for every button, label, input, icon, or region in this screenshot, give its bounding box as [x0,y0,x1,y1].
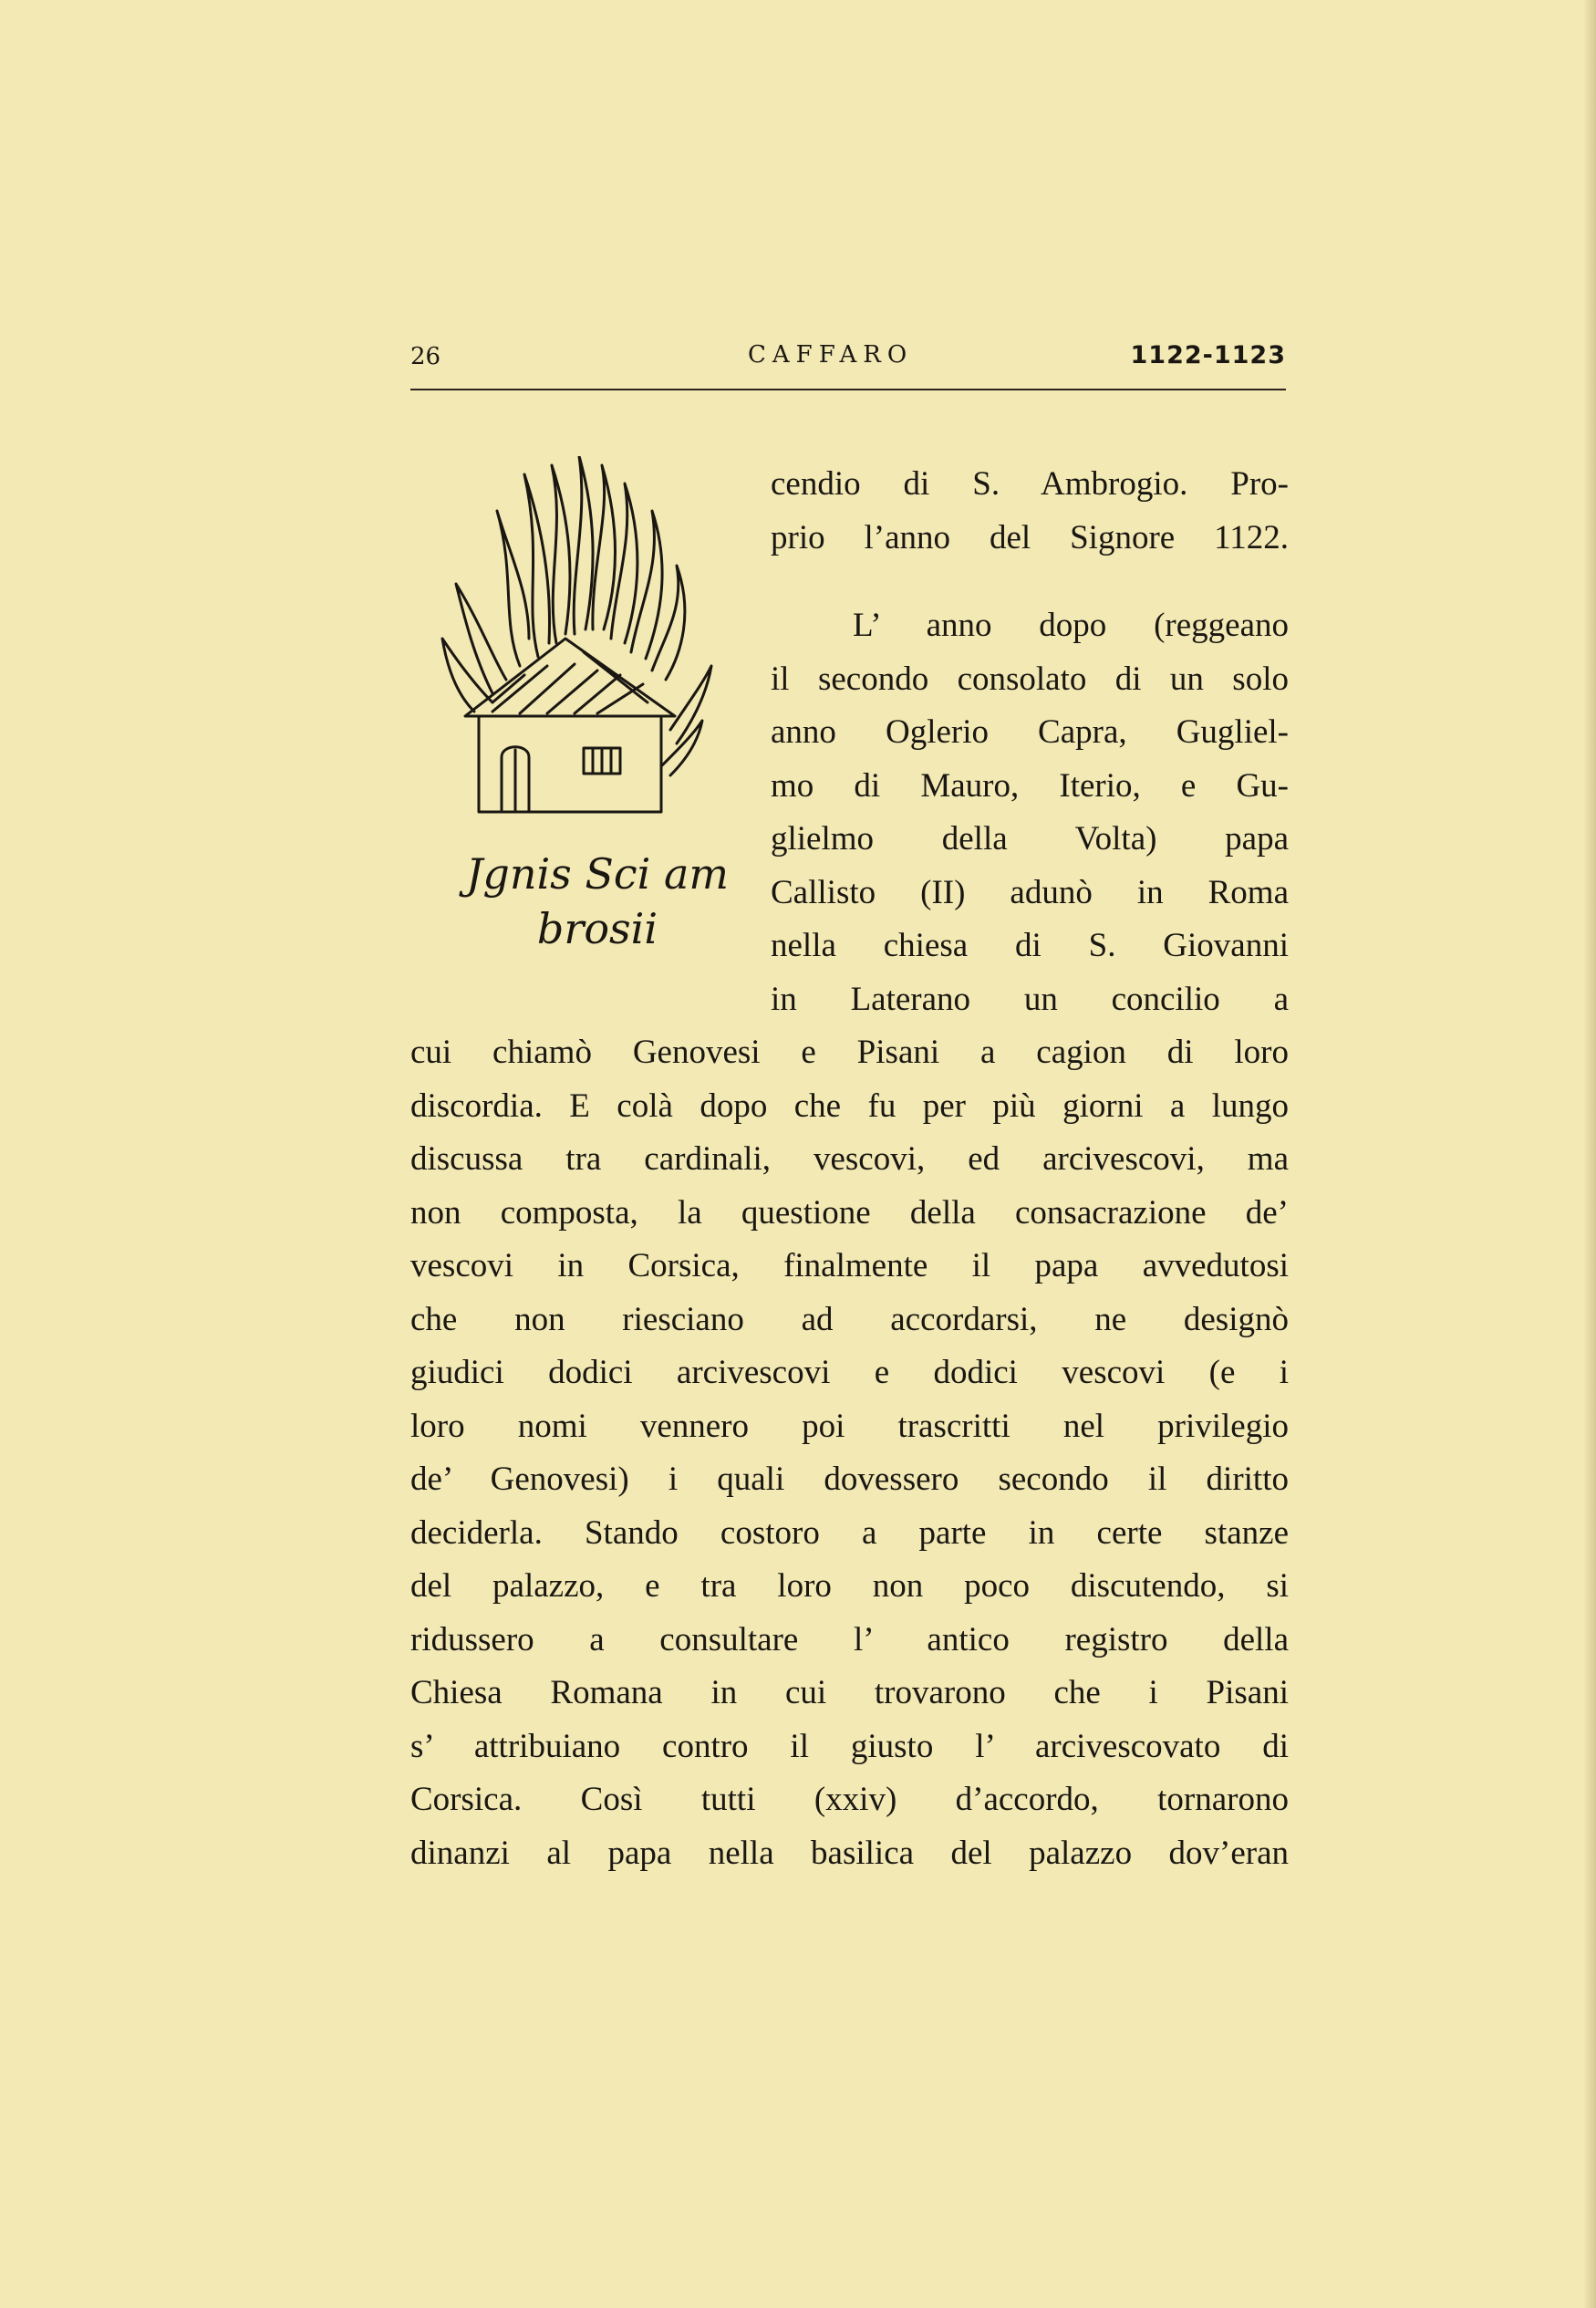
text-line: deciderla. Stando costoro a parte in certe stanze [410,1513,1289,1552]
text-line: mo di Mauro, Iterio, e Gu- [771,766,1289,805]
running-title: CAFFARO [748,341,914,369]
caption-line: Jgnis Sci am [465,849,730,899]
header-rule [410,389,1286,390]
text-line: cendio di S. Ambrogio. Pro- [771,465,1289,503]
page-edge-shadow [1583,0,1596,2308]
text-line: prio l’anno del Signore 1122. [771,518,1289,556]
year-range: 1122-1123 [1130,341,1286,369]
text-line: vescovi in Corsica, finalmente il papa avvedutosi [410,1247,1289,1284]
text-line: discussa tra cardinali, vescovi, ed arcivescovi, ma [410,1140,1289,1178]
page-number: 26 [410,343,441,370]
text-line: il secondo consolato di un solo [771,660,1289,698]
caption-line: brosii [536,904,658,953]
text-line: loro nomi vennero poi trascritti nel privilegio [410,1407,1289,1445]
text-line: del palazzo, e tra loro non poco discutendo, si [410,1567,1289,1605]
text-line: L’ anno dopo (reggeano [853,607,1289,644]
running-header [410,336,1286,390]
body-text [410,458,1289,1880]
text-line: anno Oglerio Capra, Gugliel- [771,713,1289,751]
text-line: de’ Genovesi) i quali dovessero secondo il diritto [410,1461,1289,1498]
text-line: glielmo della Volta) papa [771,820,1289,858]
text-line: Corsica. Così tutti (xxiv) d’accordo, tornarono [410,1781,1289,1818]
text-line: nella chiesa di S. Giovanni [771,927,1289,964]
text-line: non composta, la questione della consacrazione de’ [410,1193,1289,1232]
text-line: cui chiamò Genovesi e Pisani a cagion di loro [410,1034,1289,1071]
text-line: discordia. E colà dopo che fu per più giorni a lungo [410,1086,1289,1125]
text-line: giudici dodici arcivescovi e dodici vescovi (e i [410,1354,1289,1391]
text-line: Chiesa Romana in cui trovarono che i Pisani [410,1674,1289,1711]
text-line: che non riesciano ad accordarsi, ne designò [410,1300,1289,1338]
text-line: s’ attribuiano contro il giusto l’ arcivescovato di [410,1727,1289,1765]
text-line: Callisto (II) adunò in Roma [771,873,1289,911]
text-line: dinanzi al papa nella basilica del palazzo dov’eran [410,1834,1289,1872]
text-line: in Laterano un concilio a [771,980,1289,1018]
text-line: ridussero a consultare l’ antico registro della [410,1620,1289,1658]
